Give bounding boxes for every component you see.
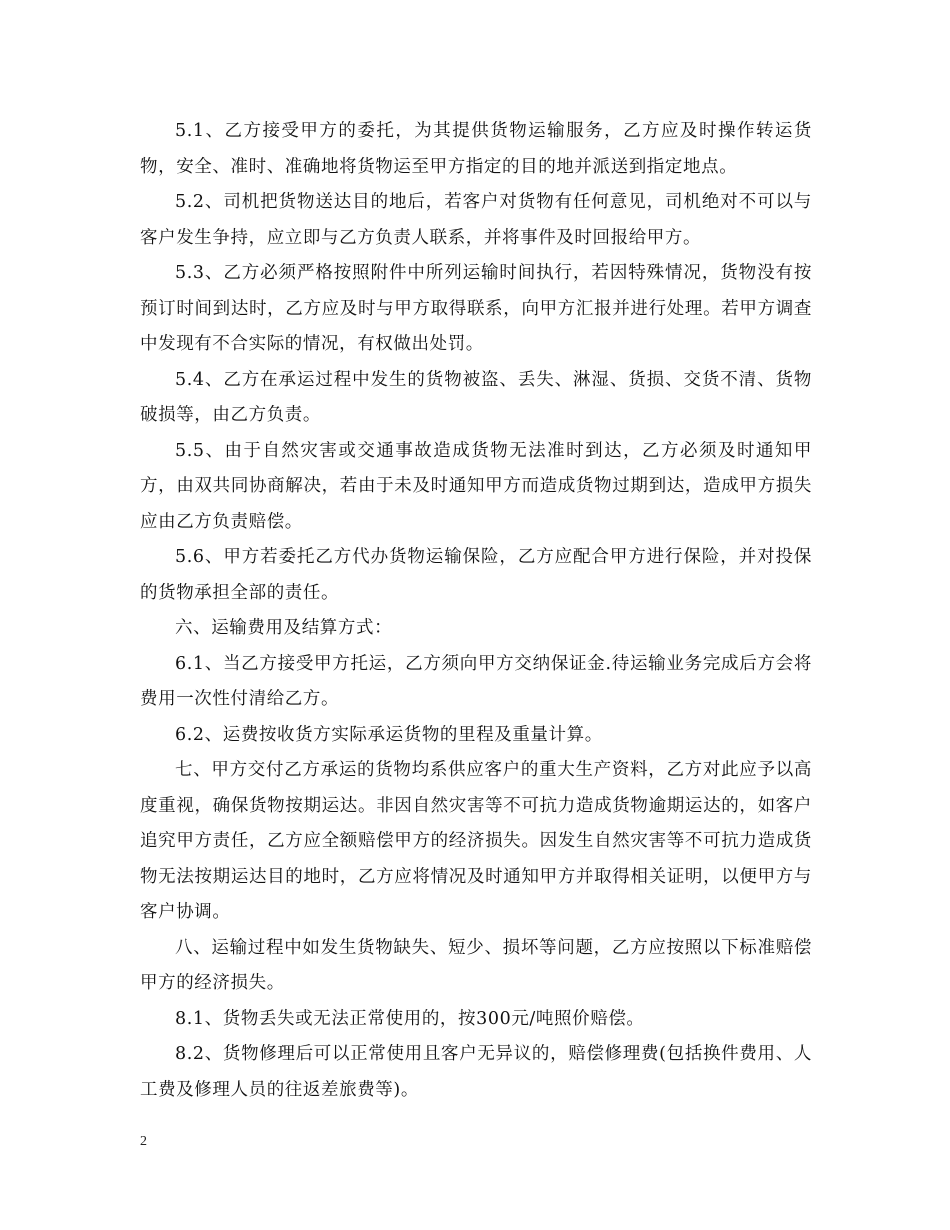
paragraph-6-1: 6.1、当乙方接受甲方托运，乙方须向甲方交纳保证金.待运输业务完成后方会将费用一次性付清给乙方。 [140,653,812,709]
paragraph-5-5: 5.5、由于自然灾害或交通事故造成货物无法准时到达，乙方必须及时通知甲方，由双共同协商解决，若由于未及时通知甲方而造成货物过期到达，造成甲方损失应由乙方负责赔偿。 [140,440,812,532]
paragraph-5-3: 5.3、乙方必须严格按照附件中所列运输时间执行，若因特殊情况，货物没有按预订时间到达时，乙方应及时与甲方取得联系，向甲方汇报并进行处理。若甲方调查中发现有不合实际的情况，有权做出处罚。 [140,263,812,354]
paragraph-5-6: 5.6、甲方若委托乙方代办货物运输保险，乙方应配合甲方进行保险，并对投保的货物承担全部的责任。 [140,547,812,603]
paragraph-6-2: 6.2、运费按收货方实际承运货物的里程及重量计算。 [175,724,603,745]
paragraph-8-2: 8.2、货物修理后可以正常使用且客户无异议的，赔偿修理费(包括换件费用、人工费及修理人员的往返差旅费等)。 [140,1044,812,1100]
page-number: 2 [140,1134,147,1149]
section-8: 八、运输过程中如发生货物缺失、短少、损坏等问题，乙方应按照以下标准赔偿甲方的经济损失。 [140,937,812,993]
section-7: 七、甲方交付乙方承运的货物均系供应客户的重大生产资料，乙方对此应予以高度重视，确保货物按期运达。非因自然灾害等不可抗力造成货物逾期运达的，如客户追究甲方责任，乙方应全额赔偿甲方的经济损失。因发生自然灾害等不可抗力造成货物无法按期运达目的地时，乙方应将情况及时通知甲方并取得相关证明，以便甲方与客户协调。 [140,760,812,922]
document-body [140,114,812,1108]
paragraph-5-1: 5.1、乙方接受甲方的委托，为其提供货物运输服务，乙方应及时操作转运货物，安全、准时、准确地将货物运至甲方指定的目的地并派送到指定地点。 [140,121,812,177]
paragraph-5-4: 5.4、乙方在承运过程中发生的货物被盗、丢失、淋湿、货损、交货不清、货物破损等，由乙方负责。 [140,369,812,425]
paragraph-8-1: 8.1、货物丢失或无法正常使用的，按300元/吨照价赔偿。 [175,1008,645,1029]
section-heading-6: 六、运输费用及结算方式： [175,618,393,638]
paragraph-5-2: 5.2、司机把货物送达目的地后，若客户对货物有任何意见，司机绝对不可以与客户发生争持，应立即与乙方负责人联系，并将事件及时回报给甲方。 [140,192,812,248]
